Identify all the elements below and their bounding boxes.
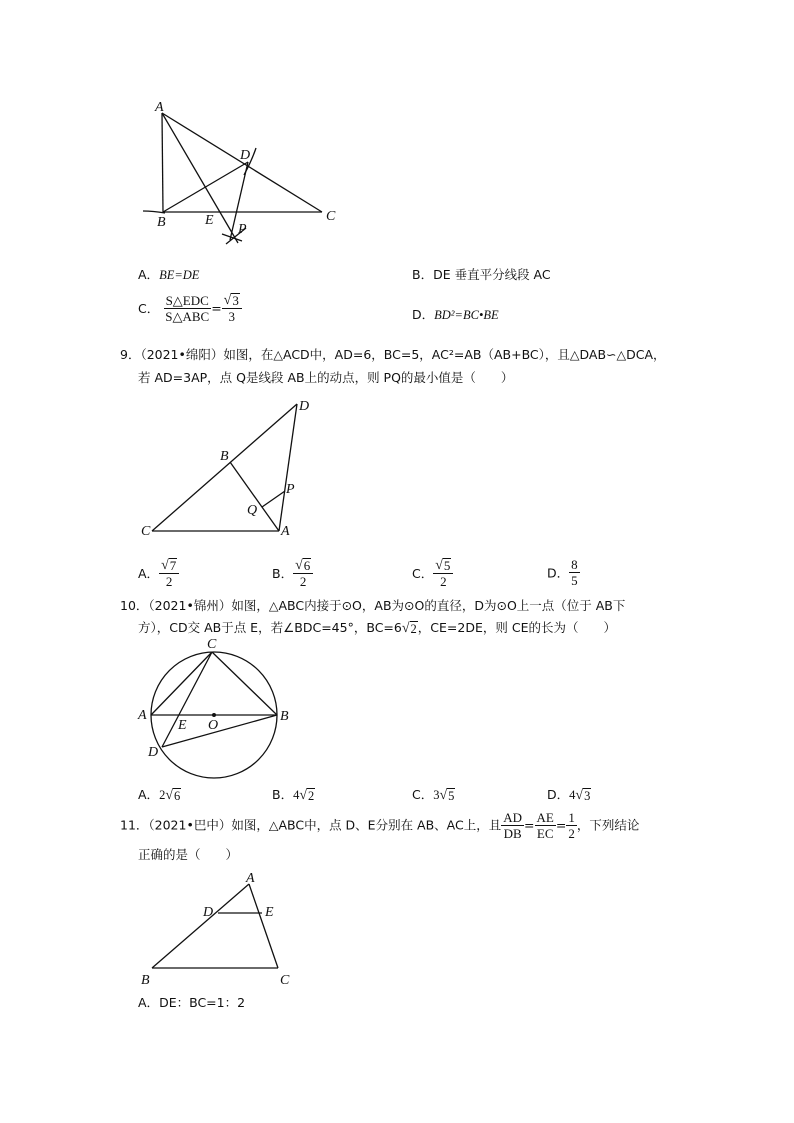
coefficient: 2 [159,788,166,802]
label-E: E [205,213,214,228]
radicand: 3 [584,789,591,803]
option-letter: D． [547,787,570,802]
q9-option-D[interactable] [547,557,580,588]
label-B: B [157,215,166,230]
segment-AE [162,113,238,243]
q9-option-C[interactable] [412,557,453,589]
option-letter: A． [138,995,160,1010]
label-O: O [208,718,219,733]
option-letter: C． [138,301,160,316]
fraction-denominator: 2 [299,574,307,589]
segment-CD [162,652,212,747]
fraction-denominator: S△ABC [165,308,210,324]
fraction-numerator: S△EDC [165,292,209,308]
label-B: B [220,449,229,464]
label-D: D [203,905,214,920]
equals-sign: = [211,300,222,316]
option-letter: B． [412,267,434,282]
center-point-O [212,713,216,717]
coefficient: 3 [433,788,440,802]
option-letter: D． [412,307,435,322]
q10-stem-line1: 10．（2021•锦州）如图，△ABC内接于⊙O，AB为⊙O的直径，D为⊙O上一点（位于 AB下 [120,598,626,613]
q10-option-A[interactable]: A．2 √ 6 [138,787,181,803]
q8-option-D[interactable] [412,305,499,323]
area-ratio-fraction [163,293,211,324]
fraction-one-half [566,810,577,841]
label-C: C [207,637,217,652]
option-letter: B． [272,787,294,802]
coefficient: 4 [293,788,300,802]
fraction-numerator: 8 [571,557,578,572]
equals-sign: = [524,817,535,833]
q9-option-A[interactable] [138,557,179,589]
stem-text: ，下列结论 [576,817,640,833]
radicand: 2 [308,789,315,803]
option-fraction: √ 6 2 [293,557,313,589]
segment-AC [249,884,278,968]
fraction-numerator: AD [503,810,523,825]
q11-option-A[interactable] [138,993,245,1011]
option-fraction [569,557,580,588]
root-fraction: √ 3 3 [222,292,242,324]
stem-text: 11．（2021•巴中）如图，△ABC中，点 D、E分别在 AB、AC上，且 [120,817,502,833]
label-D: D [299,399,310,414]
fraction-denominator: 2 [568,826,575,841]
option-letter: A． [138,787,160,802]
segment-AB [162,113,163,212]
fraction-numerator: 1 [568,810,575,825]
radicand: 6 [174,789,181,803]
label-A: A [281,524,290,539]
label-C: C [141,524,151,539]
segment-CD [152,404,297,531]
radicand: 7 [169,558,177,573]
fraction-denominator: DB [503,826,522,841]
fraction-denominator: 2 [440,574,447,589]
option-letter: C． [412,566,434,581]
radicand: 6 [303,558,311,573]
q10-circle-figure [0,630,794,780]
label-B: B [280,709,289,724]
label-E: E [178,718,187,733]
q9-option-B[interactable] [272,557,313,589]
fraction-denominator: 3 [228,309,236,324]
q9-triangle-figure [0,390,794,550]
label-A: A [138,708,147,723]
label-C: C [280,973,290,988]
q11-triangle-figure [0,865,794,995]
fraction-denominator: 2 [165,574,173,589]
option-letter: A． [138,566,160,581]
stem-text: 方），CD交 AB于点 E，若∠BDC=45°，BC=6 [138,620,402,635]
label-D: D [148,745,159,760]
sqrt-expression: √ 2 [401,621,417,636]
fraction-AD-DB [501,810,524,841]
q10-option-D[interactable]: D．4 √ 3 [547,787,591,803]
arc-near-B [143,211,165,213]
option-letter: D． [547,565,570,581]
fraction-denominator: EC [536,826,554,841]
coefficient: 4 [569,788,576,802]
option-fraction: √ 7 2 [159,557,179,589]
label-D: D [240,148,251,163]
segment-AD [279,404,297,531]
equals-sign: = [555,817,567,833]
label-C: C [326,209,336,224]
q10-option-C[interactable]: C．3 √ 5 [412,787,455,803]
segment-AB [152,884,249,968]
segment-BD [163,162,248,212]
label-P: P [286,482,295,497]
segment-BA [230,462,279,531]
label-Q: Q [247,503,258,518]
fraction-AE-EC [535,810,556,841]
label-P: P [238,222,247,237]
option-letter: B． [272,566,294,581]
fraction-numerator: AE [536,810,554,825]
fraction-denominator: 5 [571,573,578,588]
q8-option-C[interactable] [138,292,242,324]
q9-stem-line2: 若 AD=3AP，点 Q是线段 AB上的动点，则 PQ的最小值是（ ） [138,370,514,385]
segment-CB [212,652,277,715]
q11-stem-line2: 正确的是（ ） [138,847,239,862]
option-text: DE：BC=1：2 [159,995,246,1010]
option-text: BD²=BC•BE [434,308,499,322]
stem-text: ，CE=2DE，则 CE的长为（ ） [417,620,616,635]
label-A: A [246,871,255,886]
q10-option-B[interactable]: B．4 √ 2 [272,787,315,803]
label-B: B [141,973,150,988]
radicand: 5 [443,558,451,573]
option-text: BE=DE [159,268,200,282]
label-E: E [265,905,274,920]
radicand: 2 [410,622,417,636]
option-letter: A． [138,267,160,282]
q8-option-A[interactable] [138,265,199,283]
q8-triangle-figure [0,0,794,260]
label-A: A [155,100,164,115]
q8-option-B[interactable] [412,265,551,283]
q11-stem-line1 [120,810,639,841]
radicand: 5 [448,789,455,803]
option-fraction: √ 5 2 [433,557,453,589]
option-letter: C． [412,787,434,802]
radicand: 3 [232,293,239,308]
segment-QP [262,491,285,507]
option-text: DE 垂直平分线段 AC [433,267,551,282]
q9-stem-line1: 9．（2021•绵阳）如图，在△ACD中，AD=6，BC=5，AC²=AB（AB+BC），且△DAB∽△DCA， [120,347,666,362]
